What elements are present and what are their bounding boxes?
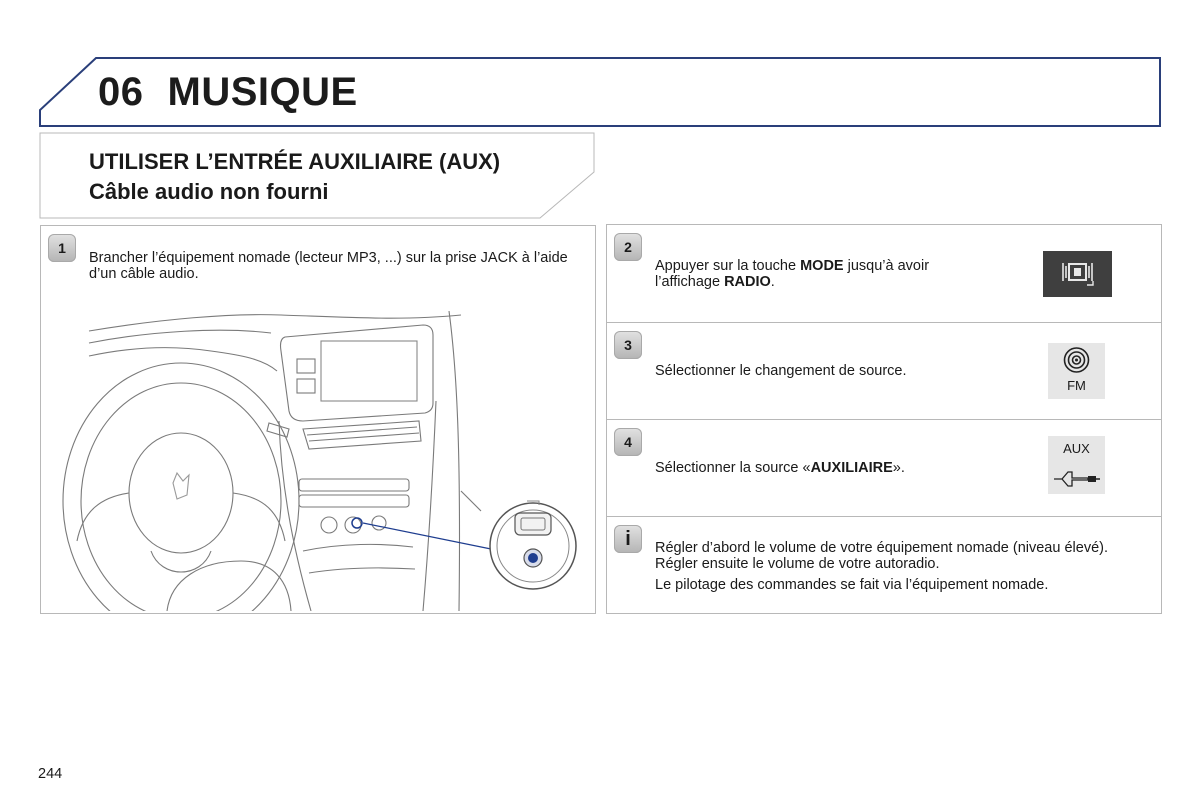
info-line-2: Le pilotage des commandes se fait via l’équipement nomade. bbox=[655, 577, 1049, 593]
mode-button-icon bbox=[1043, 251, 1112, 297]
step-4-text bbox=[655, 460, 1015, 476]
step-3-badge: 3 bbox=[614, 331, 642, 359]
section-subtitle: Câble audio non fourni bbox=[89, 179, 329, 204]
info-line-1: Régler d’abord le volume de votre équipement nomade (niveau élevé). Régler ensuite le volume de votre autoradio. bbox=[655, 540, 1108, 572]
step-4-text-before: Sélectionner la source « bbox=[655, 460, 811, 476]
step-2-row bbox=[607, 225, 1161, 323]
info-text bbox=[655, 540, 1125, 593]
steps-panel bbox=[606, 224, 1162, 614]
step-3-text: Sélectionner le changement de source. bbox=[655, 363, 907, 379]
dashboard-illustration bbox=[41, 311, 595, 611]
step-2-text bbox=[655, 258, 995, 290]
chapter-number: 06 bbox=[98, 70, 144, 114]
auxiliaire-source-label: AUXILIAIRE bbox=[810, 460, 893, 476]
aux-jack-icon bbox=[1048, 436, 1105, 494]
step-3-row bbox=[607, 322, 1161, 420]
section-title: UTILISER L’ENTRÉE AUXILIAIRE (AUX) bbox=[89, 149, 501, 174]
step-2-text-after: . bbox=[770, 274, 775, 290]
step-4-row bbox=[607, 419, 1161, 517]
info-icon: i bbox=[614, 525, 642, 553]
fm-label: FM bbox=[1067, 378, 1086, 393]
step-4-text-after: ». bbox=[892, 460, 905, 476]
aux-label: AUX bbox=[1063, 441, 1090, 456]
page-number: 244 bbox=[38, 766, 63, 782]
step-4-badge: 4 bbox=[614, 428, 642, 456]
mode-key-label: MODE bbox=[800, 258, 844, 274]
info-row bbox=[607, 516, 1161, 613]
step-1-panel bbox=[40, 225, 596, 614]
step-1-text: Brancher l’équipement nomade (lecteur MP3, ...) sur la prise JACK à l’aide d’un câble audio. bbox=[89, 250, 568, 282]
chapter-name: MUSIQUE bbox=[167, 70, 358, 114]
step-2-badge: 2 bbox=[614, 233, 642, 261]
step-2-text-middle: jusqu’à avoir l’affichage bbox=[655, 258, 930, 290]
step-1-badge: 1 bbox=[48, 234, 76, 262]
radio-source-icon bbox=[1048, 343, 1105, 399]
radio-display-label: RADIO bbox=[724, 274, 771, 290]
step-2-text-before: Appuyer sur la touche bbox=[655, 258, 801, 274]
